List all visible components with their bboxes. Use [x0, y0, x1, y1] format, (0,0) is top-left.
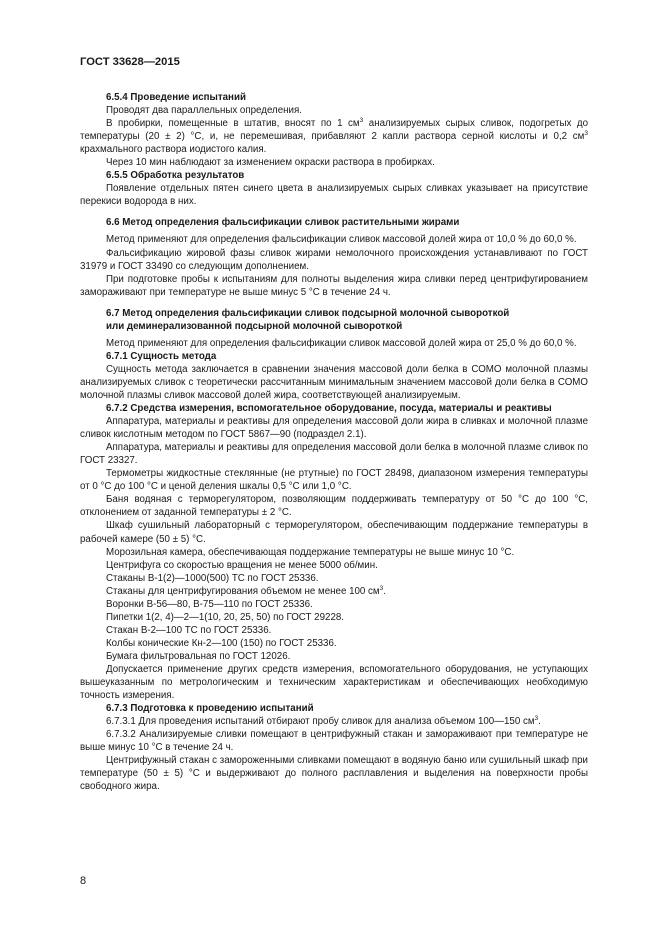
paragraph: 6.7.3.2 Анализируемые сливки помещают в центрифужный стакан и замораживают при температуре не выше минус 10 °С в течение 24 ч. [80, 729, 588, 754]
paragraph: Центрифужный стакан с замороженными сливками помещают в водяную баню или сушильный шкаф при температуре (50 ± 5) °С и выдерживают до полного расплавления и выделения на поверхности пробы свободного жира. [80, 755, 588, 793]
paragraph-text: . [538, 716, 541, 728]
section-title-line: 6.7 Метод определения фальсификации сливок подсырной молочной сывороткой [106, 307, 510, 319]
paragraph: Появление отдельных пятен синего цвета в анализируемых сырых сливках указывает на присутствие перекиси водорода в них. [80, 183, 588, 208]
superscript: 3 [379, 584, 384, 592]
section-heading: 6.7.2 Средства измерения, вспомогательное оборудование, посуда, материалы и реактивы [106, 403, 552, 415]
superscript: 3 [359, 117, 364, 125]
section-title-line: или деминерализованной подсырной молочной сывороткой [106, 320, 403, 332]
paragraph: Допускается применение других средств измерения, вспомогательного оборудования, не уступающих вышеуказанным по метрологическим и техническим характеристикам и обеспечивающих необходимую точность измерения. [80, 663, 588, 702]
paragraph: Стакан В-2—100 ТС по ГОСТ 25336. [106, 624, 272, 636]
page-number: 8 [80, 875, 87, 887]
paragraph: Бумага фильтровальная по ГОСТ 12026. [106, 650, 291, 662]
paragraph-text: анализируемых сырых сливок, подогретых до температуры (20 ± 2) °С, и, не перемешивая, прибавляют 2 капли раствора серной кислоты и 0,2 см [80, 118, 588, 143]
paragraph-text: Стаканы для центрифугирования объемом не менее 100 см [106, 585, 380, 597]
paragraph: Проводят два параллельных определения. [106, 105, 302, 117]
paragraph: Морозильная камера, обеспечивающая поддержание температуры не выше минус 10 °С. [106, 546, 515, 558]
paragraph: Аппаратура, материалы и реактивы для определения массовой доли белка в молочной плазме сливок по ГОСТ 23327. [80, 442, 588, 467]
paragraph: Колбы конические Кн-2—100 (150) по ГОСТ 25336. [106, 637, 337, 649]
paragraph: Фальсификацию жировой фазы сливок жирами немолочного происхождения устанавливают по ГОСТ 31979 и ГОСТ 33490 со следующим дополнением. [80, 247, 588, 272]
paragraph: При подготовке пробы к испытаниям для полноты выделения жира сливки перед центрифугированием замораживают при температуре не выше минус 5 °С в течение 24 ч. [80, 273, 588, 298]
paragraph: Шкаф сушильный лабораторный с терморегулятором, обеспечивающим поддержание температуры в рабочей камере (50 ± 5) °С. [80, 520, 588, 545]
document-body [80, 91, 588, 793]
superscript: 3 [534, 715, 539, 723]
paragraph [80, 117, 588, 156]
paragraph: Пипетки 1(2, 4)—2—1(10, 20, 25, 50) по ГОСТ 29228. [106, 611, 345, 623]
paragraph-text: 6.7.3.1 Для проведения испытаний отбирают пробу сливок для анализа объемом 100—150 см [106, 716, 535, 728]
paragraph: Через 10 мин наблюдают за изменением окраски раствора в пробирках. [106, 157, 435, 169]
paragraph: Воронки В-56—80, В-75—110 по ГОСТ 25336. [106, 598, 313, 610]
paragraph: Стаканы В-1(2)—1000(500) ТС по ГОСТ 25336. [106, 572, 319, 584]
paragraph [80, 585, 588, 598]
section-title [80, 307, 588, 333]
section-heading: 6.7.1 Сущность метода [106, 350, 217, 362]
paragraph: Аппаратура, материалы и реактивы для определения массовой доли жира в сливках и молочной плазме сливок кислотным методом по ГОСТ 5867—90 (подраздел 2.1). [80, 416, 588, 441]
paragraph: Баня водяная с терморегулятором, позволяющим поддерживать температуру от 50 °С до 100 °С, отклонением от заданной температуры ± 2 °С. [80, 494, 588, 519]
paragraph: Метод применяют для определения фальсификации сливок массовой долей жира от 10,0 % до 60,0 %. [106, 234, 577, 246]
paragraph: Центрифуга со скоростью вращения не менее 5000 об/мин. [106, 559, 378, 571]
section-heading: 6.5.5 Обработка результатов [106, 170, 245, 182]
document-header: ГОСТ 33628—2015 [80, 56, 180, 68]
section-heading: 6.7.3 Подготовка к проведению испытаний [106, 703, 314, 715]
paragraph [80, 715, 588, 728]
paragraph: Сущность метода заключается в сравнении значения массовой доли белка в СОМО молочной плазмы анализируемых сливок с теоретически рассчитанным минимальным значением массовой доли белка в СОМО молочной плазмы сливок массовой долей жира, соответствующей анализируемым. [80, 363, 588, 401]
paragraph-text: крахмального раствора иодистого калия. [80, 144, 267, 156]
superscript: 3 [584, 130, 588, 138]
paragraph-text: . [383, 585, 386, 597]
paragraph-text: В пробирки, помещенные в штатив, вносят по 1 см [106, 118, 360, 130]
paragraph: Термометры жидкостные стеклянные (не ртутные) по ГОСТ 28498, диапазоном измерения температуры от 0 °С до 100 °С и ценой деления шкалы 0,5 °С или 1,0 °С. [80, 468, 588, 493]
section-title: 6.6 Метод определения фальсификации сливок растительными жирами [106, 217, 460, 229]
paragraph: Метод применяют для определения фальсификации сливок массовой долей жира от 25,0 % до 60,0 %. [106, 337, 577, 349]
section-heading: 6.5.4 Проведение испытаний [106, 92, 246, 103]
